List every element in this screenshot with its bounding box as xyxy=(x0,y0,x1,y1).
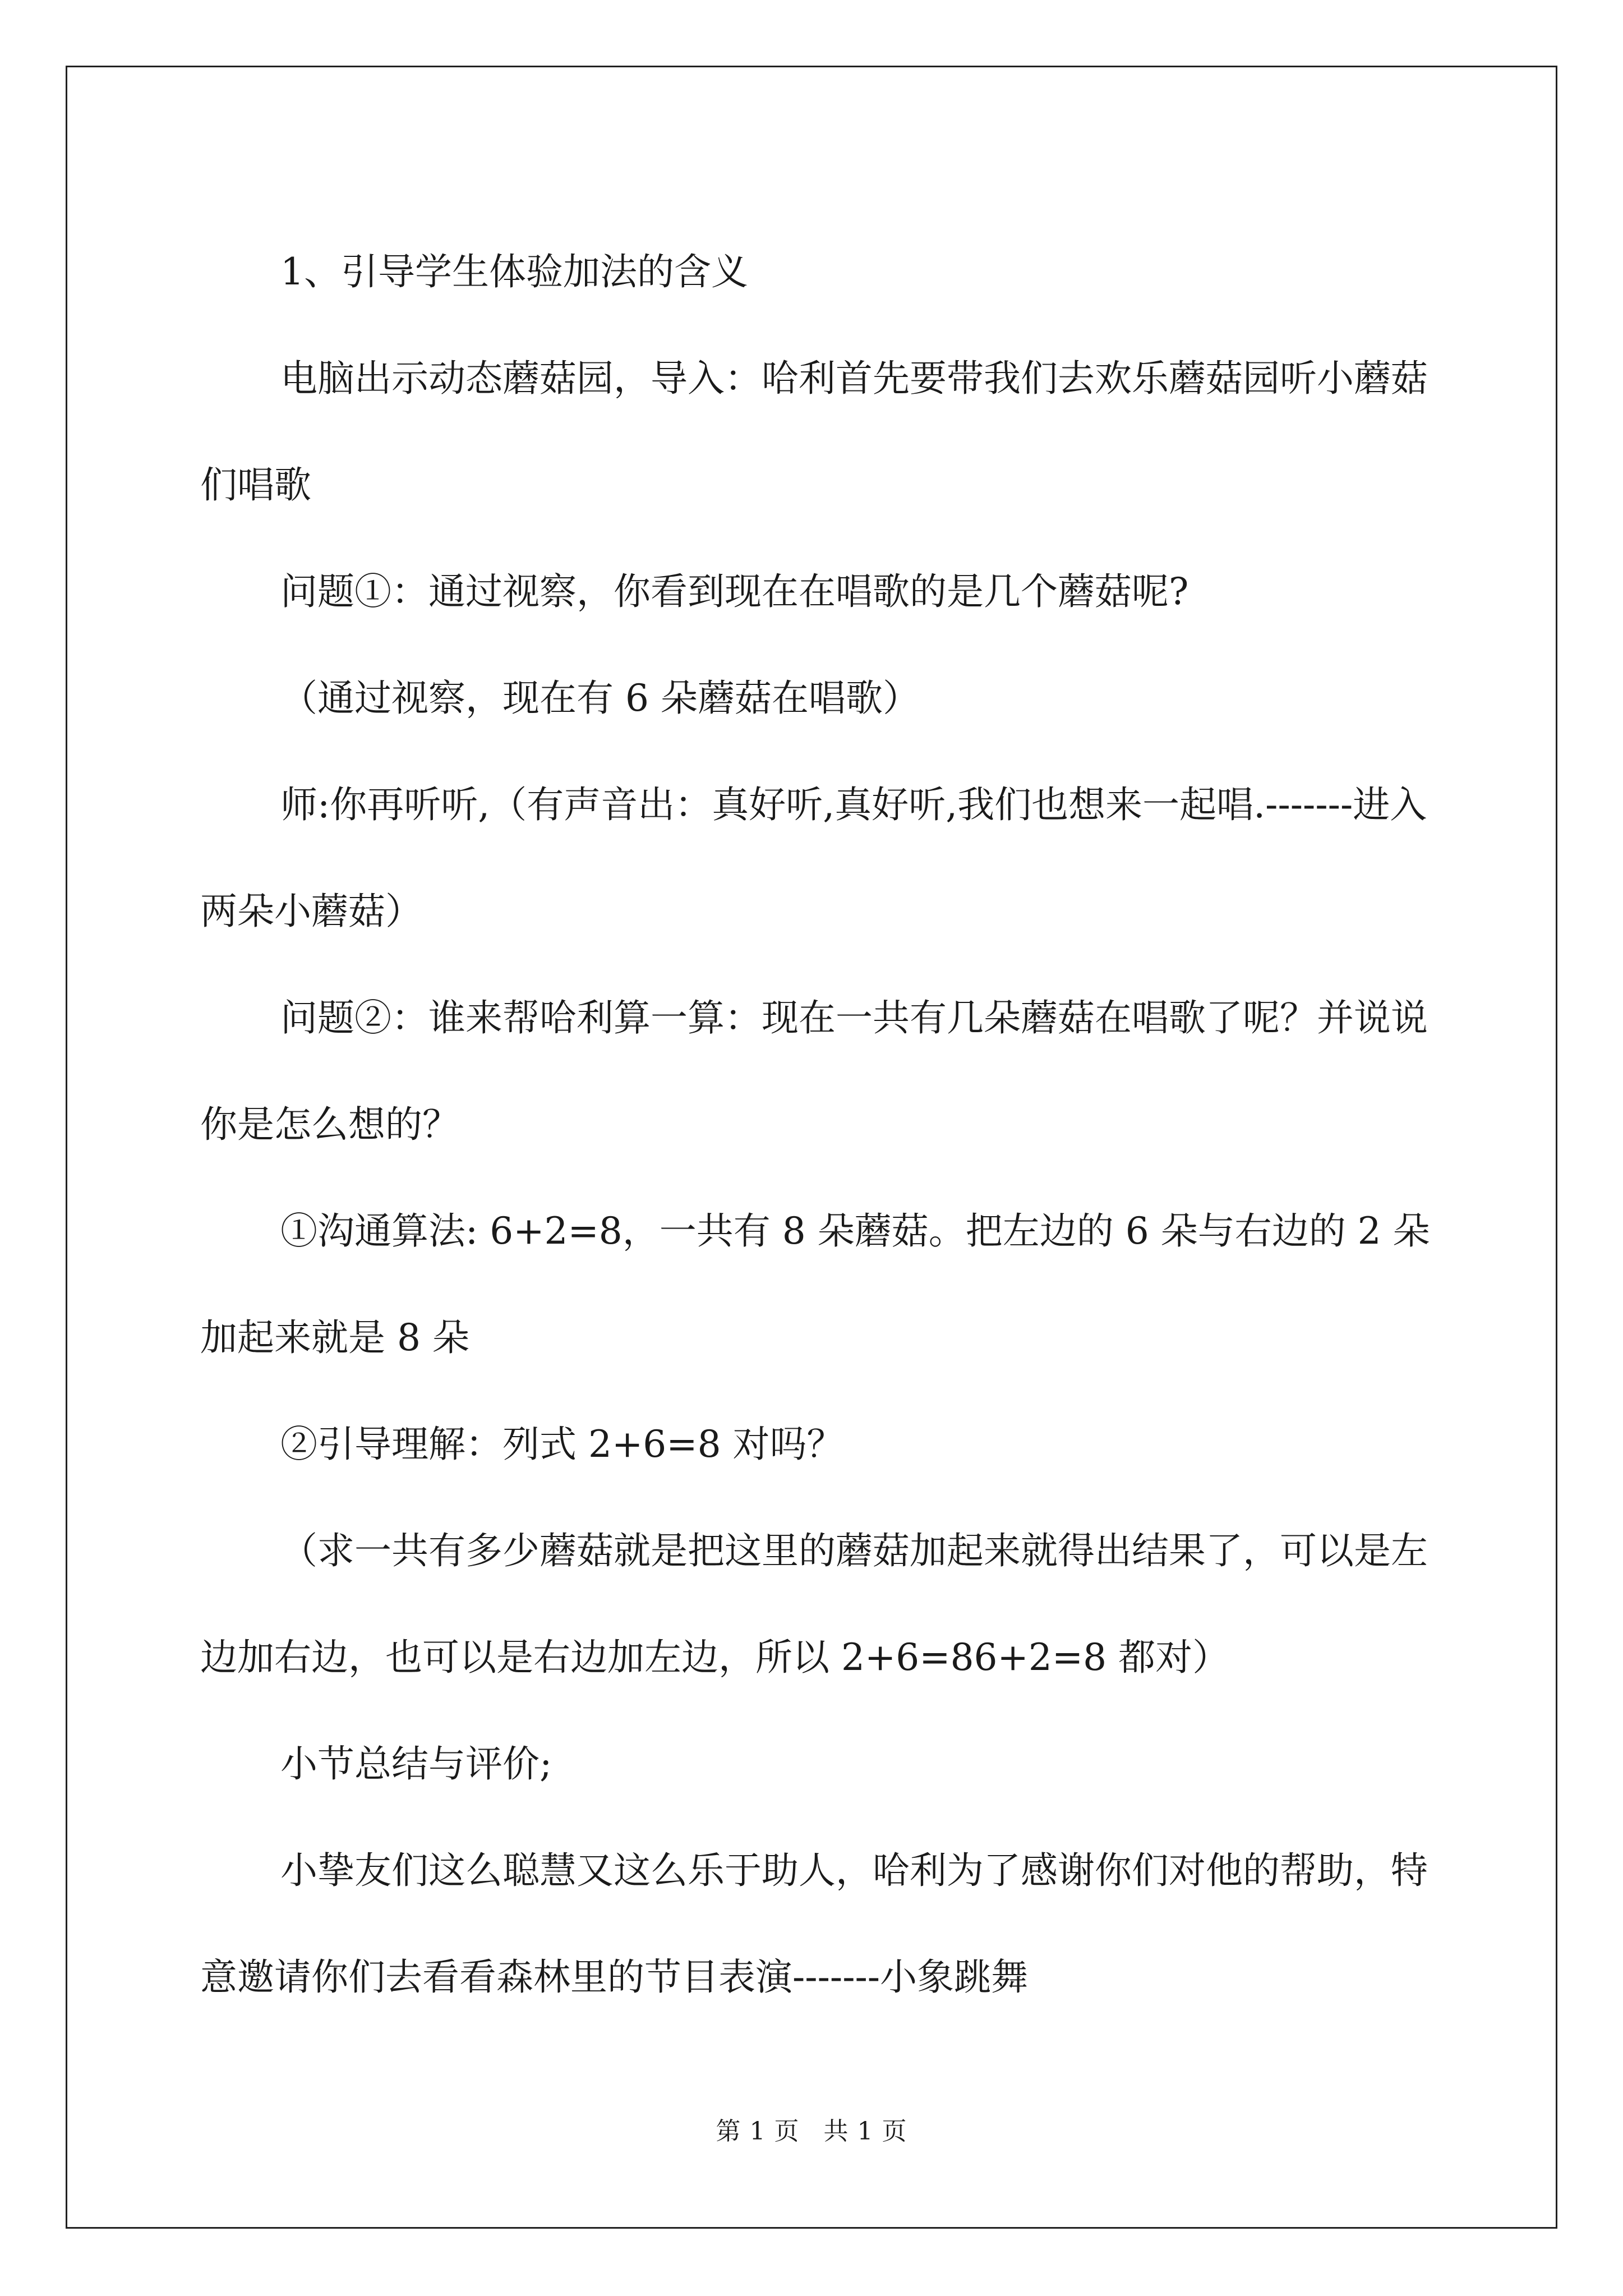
page-number: 第 1 页 xyxy=(716,2117,800,2146)
paragraph-4: （通过视察，现在有 6 朵蘑菇在唱歌） xyxy=(280,677,920,720)
document-body xyxy=(200,219,1434,2031)
paragraph-2: 电脑出示动态蘑菇园，导入：哈利首先要带我们去欢乐蘑菇园听小蘑菇们唱歌 xyxy=(200,357,1428,507)
page-total: 共 1 页 xyxy=(823,2117,907,2146)
paragraph-6: 问题②：谁来帮哈利算一算：现在一共有几朵蘑菇在唱歌了呢？并说说你是怎么想的？ xyxy=(200,996,1428,1146)
paragraph-10: 小节总结与评价; xyxy=(280,1742,552,1786)
paragraph-5: 师:你再听听,（有声音出：真好听,真好听,我们也想来一起唱.-------进入两朵小蘑菇） xyxy=(200,783,1427,933)
paragraph-3: 问题①：通过视察，你看到现在在唱歌的是几个蘑菇呢? xyxy=(280,570,1189,613)
paragraph-9: （求一共有多少蘑菇就是把这里的蘑菇加起来就得出结果了，可以是左边加右边，也可以是右边加左边，所以 2+6=86+2=8 都对） xyxy=(200,1529,1428,1679)
paragraph-1: 1、引导学生体验加法的含义 xyxy=(280,250,748,293)
page-footer xyxy=(0,2115,1623,2148)
paragraph-8: ②引导理解：列式 2+6=8 对吗？ xyxy=(280,1423,844,1466)
paragraph-7: ①沟通算法: 6+2=8，一共有 8 朵蘑菇。把左边的 6 朵与右边的 2 朵加起来就是 8 朵 xyxy=(200,1209,1430,1359)
paragraph-11: 小挚友们这么聪慧又这么乐于助人，哈利为了感谢你们对他的帮助，特意邀请你们去看看森林里的节目表演-------小象跳舞 xyxy=(200,1849,1428,1999)
